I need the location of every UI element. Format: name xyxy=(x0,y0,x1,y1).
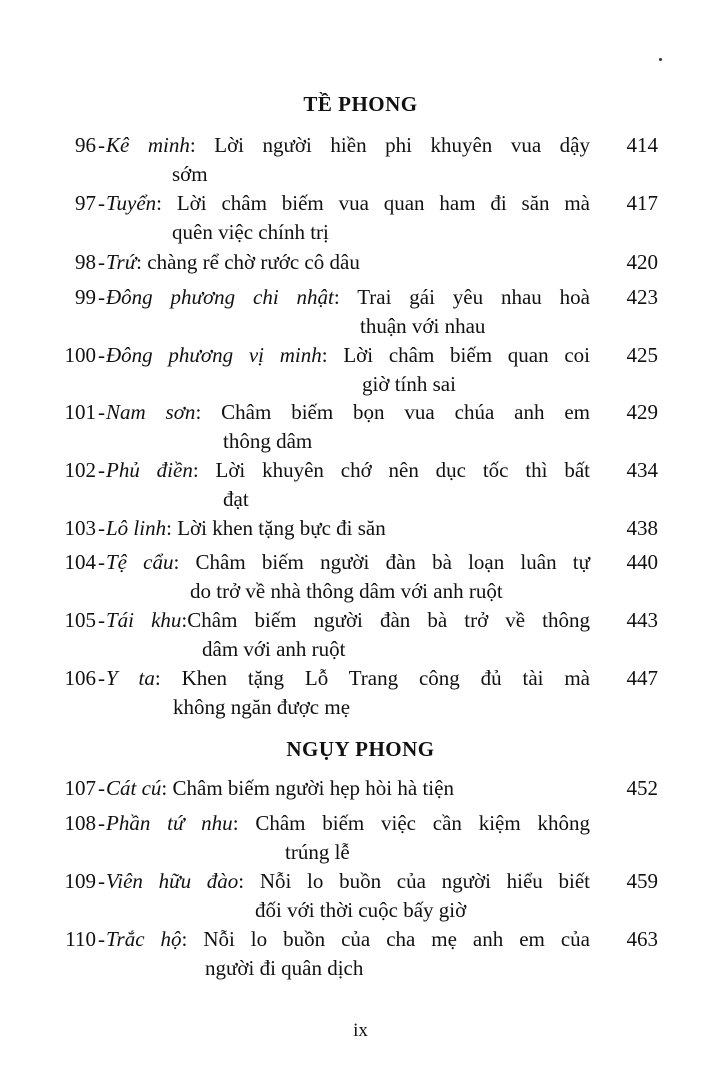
entry-line-2: quên việc chính trị xyxy=(172,220,329,244)
entry-page-number: 440 xyxy=(626,550,658,574)
entry-text xyxy=(106,664,590,722)
entry-line-2: thuận với nhau xyxy=(360,314,486,338)
entry-number: 101 xyxy=(64,400,96,424)
entry-title: Đông phương vị minh xyxy=(106,343,322,367)
entry-line-1: Lô linh: Lời khen tặng bực đi săn xyxy=(106,516,386,540)
entry-text xyxy=(106,774,590,803)
entry-description: Lời khuyên chớ nên dục tốc thì bất xyxy=(215,458,590,482)
entry-dash: - xyxy=(98,400,105,424)
entry-text xyxy=(106,131,590,189)
entry-page-number: 463 xyxy=(626,927,658,951)
entry-text xyxy=(106,809,590,867)
entry-number: 100 xyxy=(64,343,96,367)
entry-page-number: 414 xyxy=(626,133,658,157)
entry-title: Viên hữu đào xyxy=(106,869,239,893)
entry-number: 105 xyxy=(64,608,96,632)
entry-line-2: trúng lễ xyxy=(285,840,350,864)
entry-page-number: 459 xyxy=(626,869,658,893)
entry-text xyxy=(106,606,590,664)
entry-text xyxy=(106,248,590,277)
entry-text xyxy=(106,341,590,399)
entry-page-number: 425 xyxy=(626,343,658,367)
page-folio: ix xyxy=(353,1020,368,1041)
entry-dash: - xyxy=(98,191,105,215)
entry-dash: - xyxy=(98,250,105,274)
entry-line-1: Viên hữu đào: Nỗi lo buồn của người hiểu biết xyxy=(106,869,590,893)
entry-line-1: Đông phương vị minh: Lời châm biếm quan coi xyxy=(106,343,590,367)
entry-text xyxy=(106,456,590,514)
entry-description: Lời khen tặng bực đi săn xyxy=(177,516,386,540)
entry-dash: - xyxy=(98,927,105,951)
entry-line-1: Cát cú: Châm biếm người hẹp hòi hà tiện xyxy=(106,776,454,800)
entry-line-2: dâm với anh ruột xyxy=(202,637,346,661)
entry-line-2: đối với thời cuộc bấy giờ xyxy=(255,898,467,922)
entry-line-2: thông dâm xyxy=(223,429,313,453)
entry-text xyxy=(106,398,590,456)
entry-description: chàng rể chờ rước cô dâu xyxy=(147,250,360,274)
entry-line-1: Trắc hộ: Nỗi lo buồn của cha mẹ anh em của xyxy=(106,927,591,951)
entry-number: 107 xyxy=(64,776,96,800)
entry-description: Nỗi lo buồn của cha mẹ anh em của xyxy=(203,927,591,951)
entry-page-number: 443 xyxy=(626,608,658,632)
entry-text xyxy=(106,283,590,341)
entry-dash: - xyxy=(98,285,105,309)
entry-text xyxy=(106,189,590,247)
entry-page-number: 429 xyxy=(626,400,658,424)
entry-number: 108 xyxy=(64,811,96,835)
entry-line-1: Kê minh: Lời người hiền phi khuyên vua dậy xyxy=(106,133,591,157)
entry-line-2: do trở về nhà thông dâm với anh ruột xyxy=(190,579,503,603)
entry-page-number: 438 xyxy=(626,516,658,540)
entry-title: Đông phương chi nhật xyxy=(106,285,334,309)
entry-description: Châm biếm người đàn bà loạn luân tự xyxy=(195,550,590,574)
entry-dash: - xyxy=(98,869,105,893)
entry-text xyxy=(106,514,590,543)
entry-number: 98 xyxy=(75,250,96,274)
entry-title: Phần tứ nhu xyxy=(106,811,233,835)
entry-line-2: giờ tính sai xyxy=(362,372,456,396)
entry-text xyxy=(106,548,590,606)
entry-title: Tái khu xyxy=(106,608,182,632)
entry-line-1: Trứ: chàng rể chờ rước cô dâu xyxy=(106,250,360,274)
entry-line-1: Tuyển: Lời châm biếm vua quan ham đi săn mà xyxy=(106,191,590,215)
entry-line-2: không ngăn được mẹ xyxy=(173,695,351,719)
entry-description: Khen tặng Lỗ Trang công đủ tài mà xyxy=(181,666,590,690)
entry-dash: - xyxy=(98,608,105,632)
entry-dash: - xyxy=(98,516,105,540)
entry-title: Phủ điền xyxy=(106,458,193,482)
entry-dash: - xyxy=(98,550,105,574)
speck-mark xyxy=(659,58,662,61)
entry-description: Châm biếm bọn vua chúa anh em xyxy=(221,400,590,424)
entry-description: Châm biếm người đàn bà trở về thông xyxy=(187,608,591,632)
entry-title: Tệ cẩu xyxy=(106,550,174,574)
entry-title: Trắc hộ xyxy=(106,927,182,951)
entry-number: 102 xyxy=(64,458,96,482)
entry-dash: - xyxy=(98,458,105,482)
entry-page-number: 434 xyxy=(626,458,658,482)
entry-dash: - xyxy=(98,343,105,367)
entry-description: Lời châm biếm quan coi xyxy=(343,343,590,367)
entry-number: 110 xyxy=(65,927,96,951)
entry-description: Lời người hiền phi khuyên vua dậy xyxy=(214,133,591,157)
entry-line-2: người đi quân dịch xyxy=(205,956,364,980)
section-heading-te-phong: TỀ PHONG xyxy=(303,92,418,116)
entry-page-number: 417 xyxy=(626,191,658,215)
entry-title: Tuyển xyxy=(106,191,157,215)
entry-title: Trứ xyxy=(106,250,137,274)
entry-title: Lô linh xyxy=(106,516,167,540)
entry-description: Lời châm biếm vua quan ham đi săn mà xyxy=(176,191,590,215)
entry-number: 103 xyxy=(64,516,96,540)
entry-line-1: Tệ cẩu: Châm biếm người đàn bà loạn luân tự xyxy=(106,550,590,574)
entry-dash: - xyxy=(98,666,105,690)
entry-description: Châm biếm người hẹp hòi hà tiện xyxy=(172,776,454,800)
entry-line-2: sớm xyxy=(172,162,208,186)
entry-dash: - xyxy=(98,776,105,800)
entry-line-1: Y ta: Khen tặng Lỗ Trang công đủ tài mà xyxy=(106,666,590,690)
entry-title: Nam sơn xyxy=(106,400,196,424)
entry-line-1: Nam sơn: Châm biếm bọn vua chúa anh em xyxy=(106,400,590,424)
entry-number: 97 xyxy=(75,191,96,215)
entry-title: Cát cú xyxy=(106,776,162,800)
section-heading-nguy-phong: NGỤY PHONG xyxy=(286,737,435,761)
entry-dash: - xyxy=(98,811,105,835)
entry-line-2: đạt xyxy=(223,487,249,511)
entry-title: Kê minh xyxy=(106,133,190,157)
entry-title: Y ta xyxy=(106,666,155,690)
entry-page-number: 420 xyxy=(626,250,658,274)
entry-number: 96 xyxy=(75,133,96,157)
entry-description: Nỗi lo buồn của người hiểu biết xyxy=(259,869,590,893)
entry-page-number: 447 xyxy=(626,666,658,690)
entry-line-1: Phủ điền: Lời khuyên chớ nên dục tốc thì bất xyxy=(106,458,590,482)
entry-line-1: Tái khu:Châm biếm người đàn bà trở về thông xyxy=(106,608,591,632)
entry-text xyxy=(106,925,590,983)
entry-number: 106 xyxy=(64,666,96,690)
entry-description: Châm biếm việc cần kiệm không xyxy=(255,811,590,835)
entry-page-number: 452 xyxy=(626,776,658,800)
entry-dash: - xyxy=(98,133,105,157)
entry-line-1: Phần tứ nhu: Châm biếm việc cần kiệm không xyxy=(106,811,590,835)
entry-line-1: Đông phương chi nhật: Trai gái yêu nhau hoà xyxy=(106,285,590,309)
entry-number: 109 xyxy=(64,869,96,893)
entry-number: 99 xyxy=(75,285,96,309)
entry-text xyxy=(106,867,590,925)
entry-description: Trai gái yêu nhau hoà xyxy=(357,285,590,309)
entry-number: 104 xyxy=(64,550,96,574)
entry-page-number: 423 xyxy=(626,285,658,309)
